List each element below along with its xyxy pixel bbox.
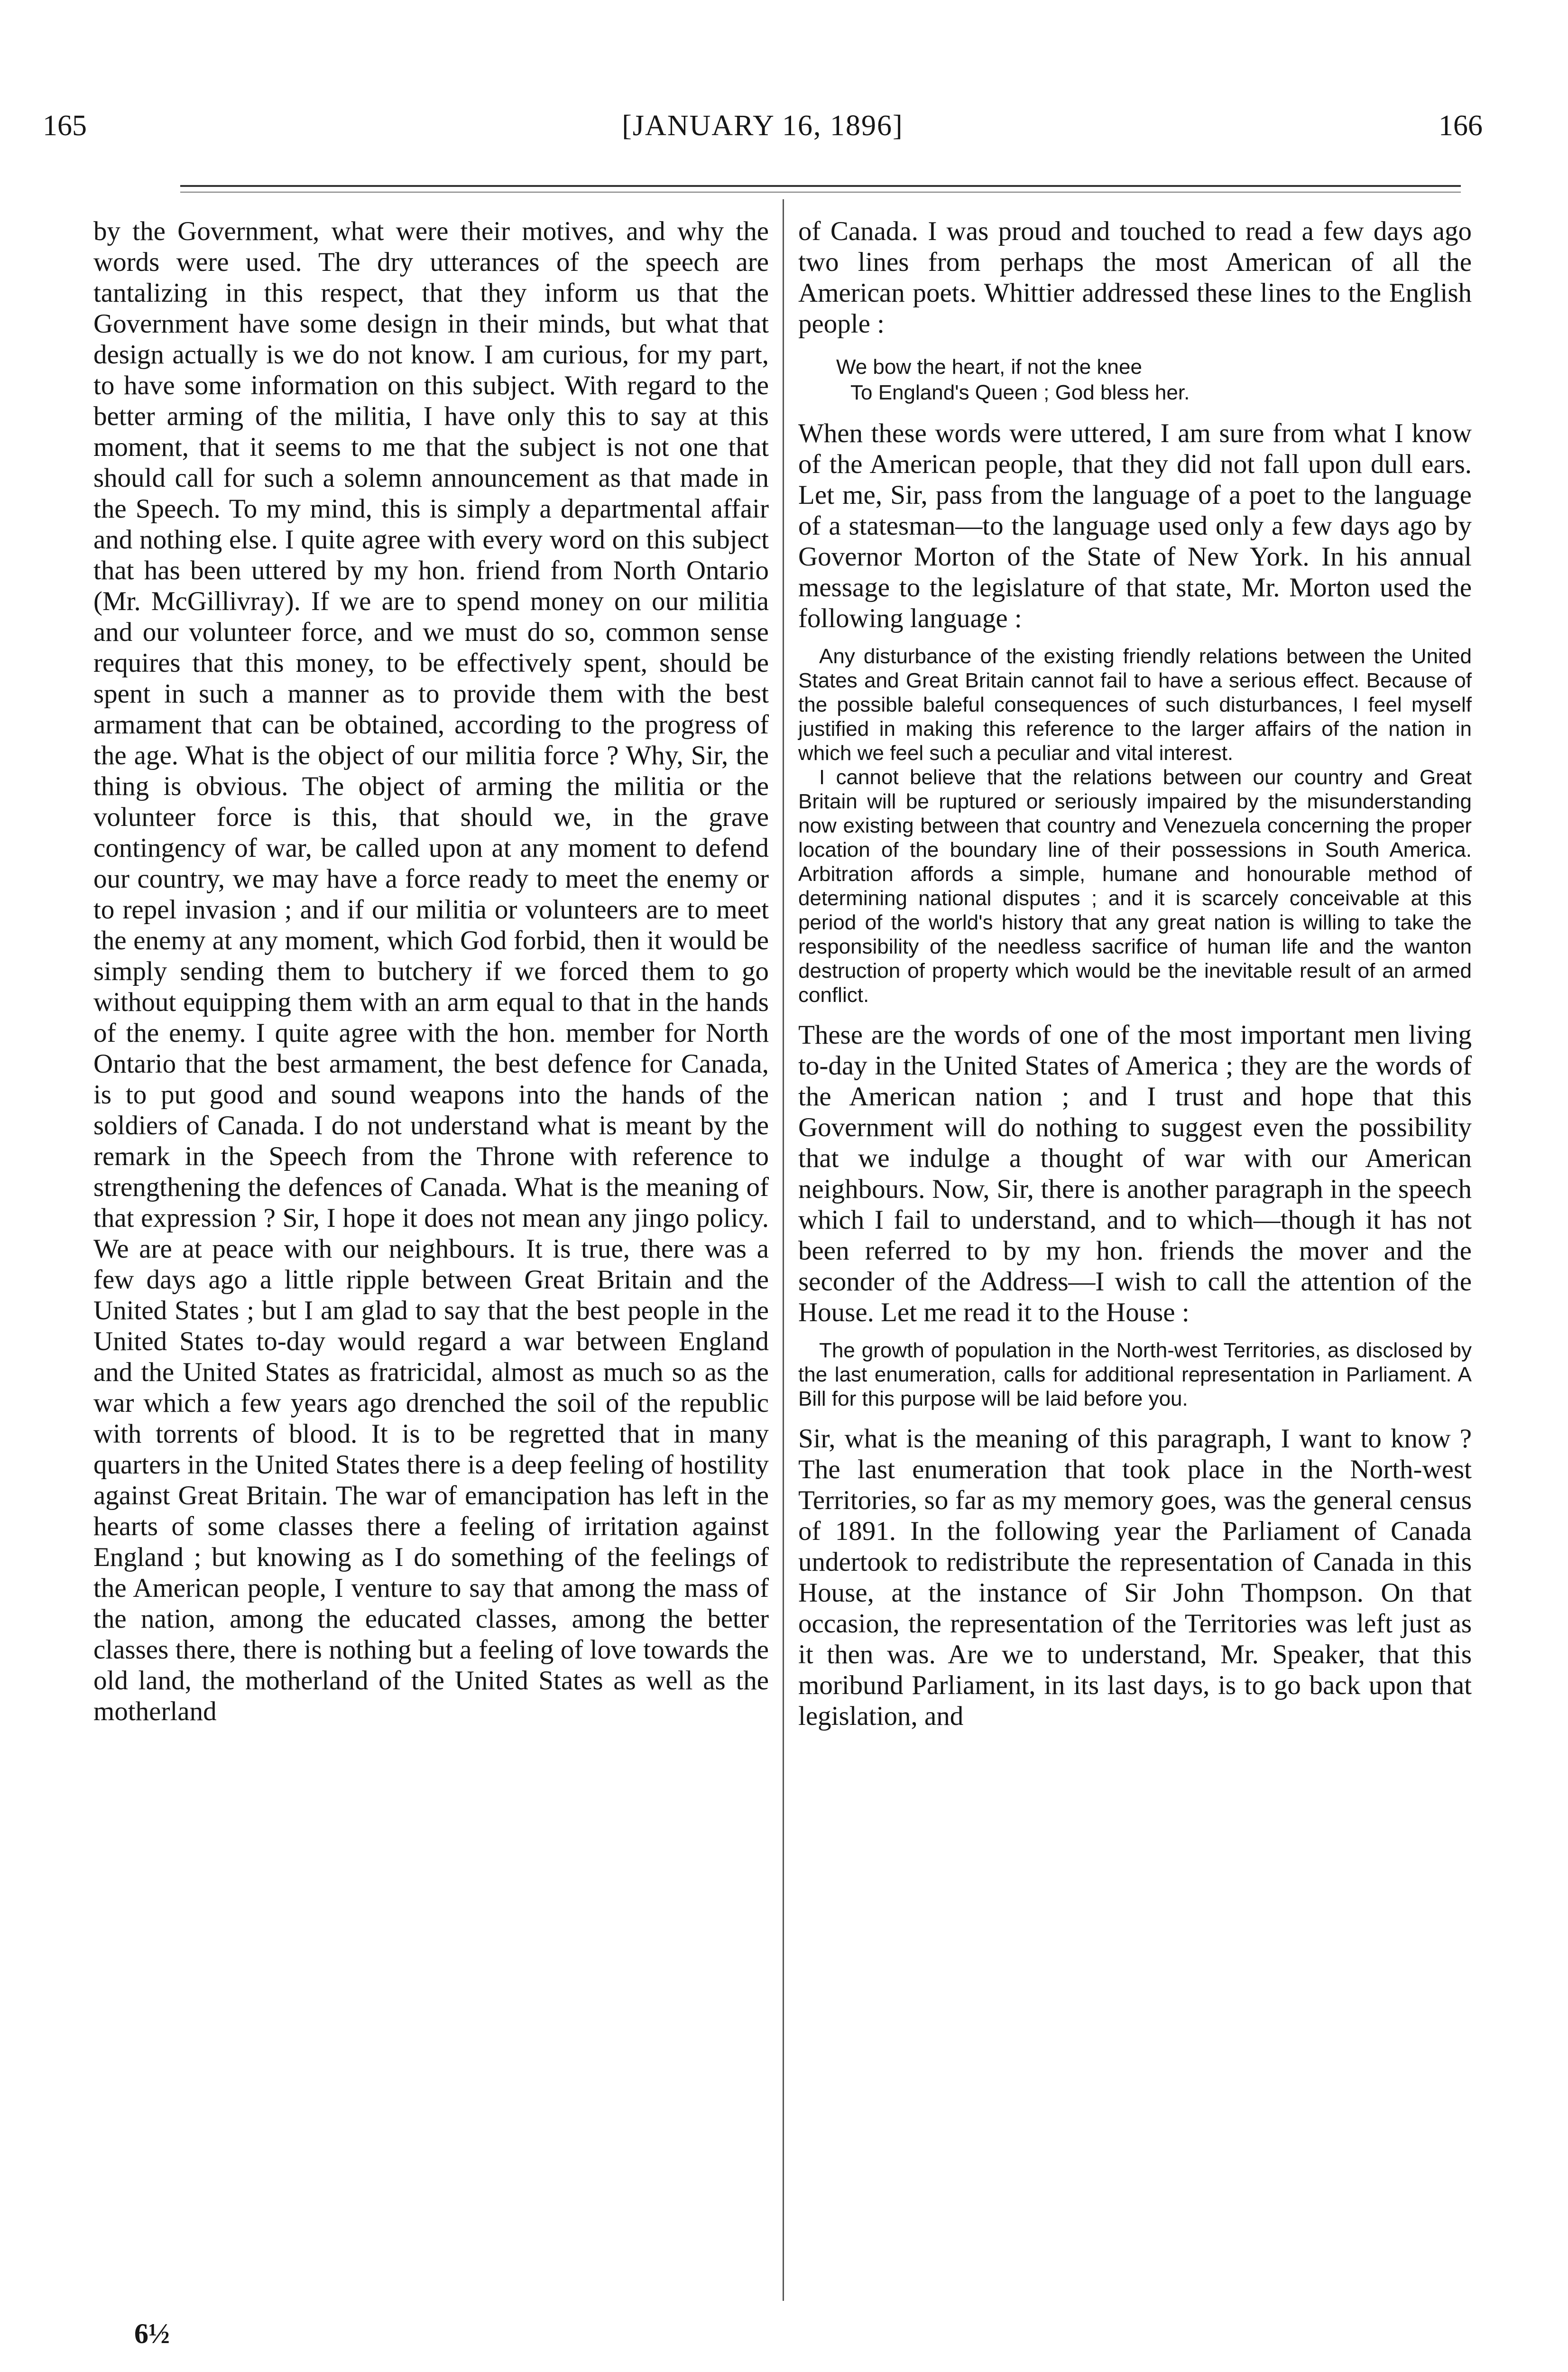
quote-paragraph: I cannot believe that the relations between our country and Great Britain will be ruptured or seriously impaired by the misunderstanding now existing between that country and Venezuela concerning the proper location of the boundary line of their possessions in South America. Arbitration affords a simple, humane and honourable method of determining national disputes ; and it is scarcely conceivable at this period of the world's history that any great nation is willing to take the responsibility of the needless sacrifice of human life and the wanton destruction of property which would be the inevitable result of an armed conflict.: [798, 766, 1472, 1007]
speech-quote: [798, 1338, 1472, 1411]
header-rule: [180, 185, 1461, 187]
page-header: [43, 109, 1483, 157]
right-column: [798, 216, 1472, 1732]
quote-paragraph: The growth of population in the North-west Territories, as disclosed by the last enumeration, calls for additional representation in Parliament. A Bill for this purpose will be laid before you.: [798, 1339, 1472, 1410]
right-paragraph: These are the words of one of the most important men living to-day in the United States of America ; they are the words of the American nation ; and I trust and hope that this Government will do nothing to suggest even the possibility that we indulge a thought of war with our American neighbours. Now, Sir, there is another paragraph in the speech which I fail to understand, and to which—though it has not been referred to by my hon. friends the mover and the seconder of the Address—I wish to call the attention of the House. Let me read it to the House :: [798, 1020, 1472, 1327]
poem-quote: [798, 354, 1472, 406]
right-paragraph: When these words were uttered, I am sure from what I know of the American people, that they did not fall upon dull ears. Let me, Sir, pass from the language of a poet to the language of a statesman—to the language used only a few days ago by Governor Morton of the State of New York. In his annual message to the legislature of that state, Mr. Morton used the following language :: [798, 418, 1472, 633]
left-column: [93, 216, 769, 1727]
left-column-text: by the Government, what were their motives, and why the words were used. The dry utterances of the speech are tantalizing in this respect, that they inform us that the Government have some design in their minds, but what that design actually is we do not know. I am curious, for my part, to have some information on this subject. With regard to the better arming of the militia, I have only this to say at this moment, that it seems to me that the subject is not one that should call for such a solemn announcement as that made in the Speech. To my mind, this is simply a departmental affair and nothing else. I quite agree with every word on this subject that has been uttered by my hon. friend from North Ontario (Mr. McGillivray). If we are to spend money on our militia and our volunteer force, and we must do so, common sense requires that this money, to be effectively spent, should be spent in such a manner as to provide them with the best armament that can be obtained, according to the progress of the age. What is the object of our militia force ? Why, Sir, the thing is obvious. The object of arming the militia or the volunteer force is this, that should we, in the grave contingency of war, be called upon at any moment to defend our country, we may have a force ready to meet the enemy or to repel invasion ; and if our militia or volunteers are to meet the enemy at any moment, which God forbid, then it would be simply sending them to butchery if we forced them to go without equipping them with an arm equal to that in the hands of the enemy. I quite agree with the hon. member for North Ontario that the best armament, the best defence for Canada, is to put good and sound weapons into the hands of the soldiers of Canada. I do not understand what is meant by the remark in the Speech from the Throne with reference to strengthening the defences of Canada. What is the meaning of that expression ? Sir, I hope it does not mean any jingo policy. We are at peace with our neighbours. It is true, there was a few days ago a little ripple between Great Britain and the United States ; but I am glad to say that the best people in the United States to-day would regard a war between England and the United States as fratricidal, almost as much so as the war which a few years ago drenched the soil of the republic with torrents of blood. It is to be regretted that in many quarters in the United States there is a deep feeling of hostility against Great Britain. The war of emancipation has left in the hearts of some classes there a feeling of irritation against England ; but knowing as I do something of the feelings of the American people, I venture to say that among the mass of the nation, among the educated classes, among the better classes there, there is nothing but a feeling of love towards the old land, the motherland of the United States as well as the motherland: [93, 216, 769, 1726]
poem-line: To England's Queen ; God bless her.: [850, 381, 1190, 404]
quote-paragraph: Any disturbance of the existing friendly relations between the United States and Great Britain cannot fail to have a serious effect. Because of the possible baleful consequences of such disturbances, I feel myself justified in making this reference to the larger affairs of the nation in which we feel such a peculiar and vital interest.: [798, 645, 1472, 765]
column-divider: [783, 199, 784, 2301]
page-number-right: 166: [1439, 110, 1483, 142]
page-number-left: 165: [43, 110, 87, 142]
right-intro-paragraph: of Canada. I was proud and touched to read a few days ago two lines from perhaps the most American of all the American poets. Whittier addressed these lines to the English people :: [798, 216, 1472, 339]
header-rule-thin: [180, 192, 1461, 193]
morton-quote: [798, 644, 1472, 1007]
signature-mark: 6½: [134, 2318, 170, 2349]
right-paragraph: Sir, what is the meaning of this paragraph, I want to know ? The last enumeration that took place in the North-west Territories, so far as my memory goes, was the general census of 1891. In the following year the Parliament of Canada undertook to redistribute the representation of Canada in this House, at the instance of Sir John Thompson. On that occasion, the representation of the Territories was left just as it then was. Are we to understand, Mr. Speaker, that this moribund Parliament, in its last days, is to go back upon that legislation, and: [798, 1424, 1472, 1731]
header-date: [JANUARY 16, 1896]: [622, 110, 904, 142]
poem-line: We bow the heart, if not the knee: [836, 355, 1142, 379]
